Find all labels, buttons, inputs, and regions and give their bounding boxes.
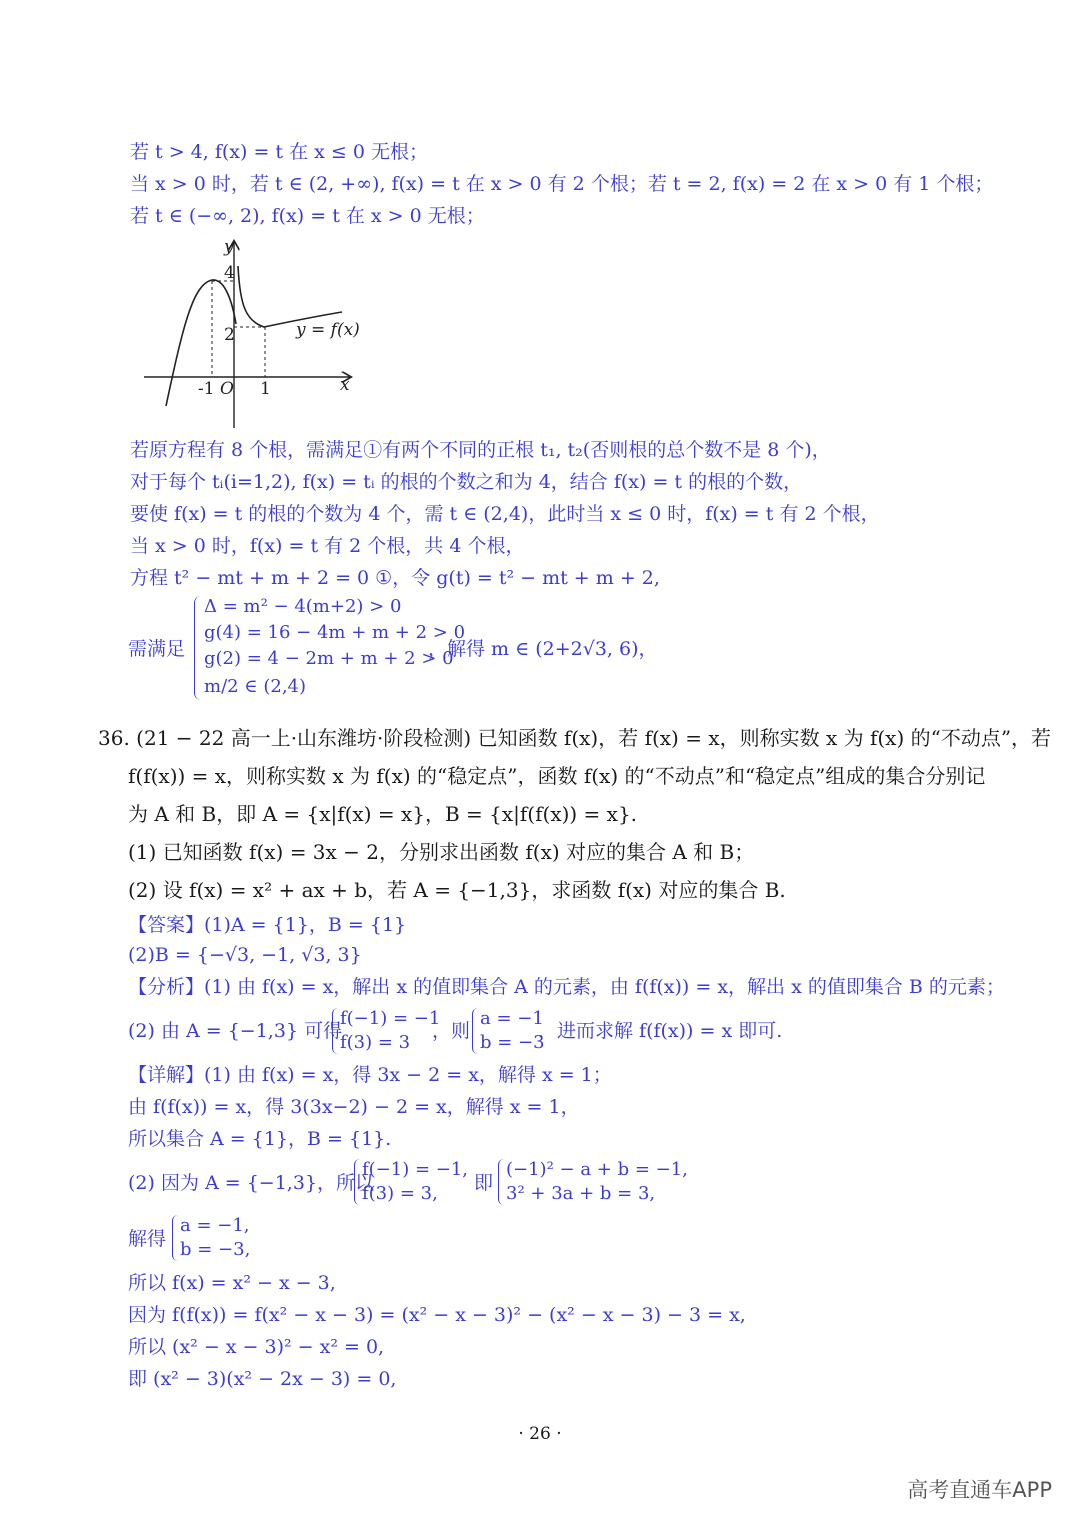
system-line: 3² + 3a + b = 3,: [506, 1183, 656, 1204]
brace: [354, 1159, 360, 1205]
analysis-suffix: ，进而求解 f(f(x)) = x 即可.: [538, 1020, 783, 1042]
detail-mid: 即: [474, 1172, 494, 1194]
x-axis-label: x: [340, 375, 350, 395]
problem-line: 为 A 和 B，即 A = {x|f(x) = x}，B = {x|f(f(x)) = x}.: [128, 802, 638, 826]
system-line: f(−1) = −1,: [362, 1159, 469, 1180]
detail-prefix: (2) 因为 A = {−1,3}，所以: [128, 1172, 375, 1194]
answer-line: (2)B = {−√3, −1, √3, 3}: [128, 944, 362, 966]
brace: [498, 1159, 504, 1205]
solution-line: 要使 f(x) = t 的根的个数为 4 个，需 t ∈ (2,4)，此时当 x ≤ 0 时，f(x) = t 有 2 个根，: [130, 503, 880, 525]
solution-line: 若 t > 4, f(x) = t 在 x ≤ 0 无根；: [130, 141, 428, 163]
condition-prefix: 需满足: [128, 638, 186, 660]
condition-line: g(2) = 4 − 2m + m + 2 > 0: [204, 648, 454, 669]
function-graph: [138, 236, 378, 434]
solution-line: 当 x > 0 时，f(x) = t 有 2 个根，共 4 个根，: [130, 535, 525, 557]
tick-label-y-4: 4: [224, 263, 235, 283]
detail-line: 所以集合 A = {1}，B = {1}.: [128, 1128, 392, 1150]
analysis-line: 【分析】(1) 由 f(x) = x，解出 x 的值即集合 A 的元素，由 f(f(x)) = x，解出 x 的值即集合 B 的元素；: [128, 976, 1005, 998]
page-number: · 26 ·: [518, 1424, 562, 1444]
detail-line: 所以 f(x) = x² − x − 3,: [128, 1272, 336, 1294]
system-line: b = −3,: [180, 1239, 251, 1260]
condition-line: g(4) = 16 − 4m + m + 2 > 0: [204, 622, 466, 643]
system-line: f(3) = 3,: [362, 1183, 438, 1204]
y-axis-label: y: [224, 237, 234, 257]
brace: [172, 1215, 178, 1261]
problem-line: (2) 设 f(x) = x² + ax + b，若 A = {−1,3}，求函数 f(x) 对应的集合 B.: [128, 878, 786, 902]
problem-line: 36. (21 − 22 高一上·山东潍坊·阶段检测) 已知函数 f(x)，若 f(x) = x，则称实数 x 为 f(x) 的“不动点”，若: [98, 726, 1052, 750]
problem-line: (1) 已知函数 f(x) = 3x − 2，分别求出函数 f(x) 对应的集合 A 和 B；: [128, 840, 755, 864]
condition-line: Δ = m² − 4(m+2) > 0: [204, 596, 402, 617]
detail-solve-prefix: 解得: [128, 1228, 167, 1250]
answer-line: 【答案】(1)A = {1}，B = {1}: [128, 914, 407, 936]
tick-label-y-2: 2: [224, 325, 235, 345]
detail-line: 所以 (x² − x − 3)² − x² = 0,: [128, 1336, 385, 1358]
solution-line: 对于每个 tᵢ(i=1,2), f(x) = tᵢ 的根的个数之和为 4，结合 f(x) = t 的根的个数，: [130, 471, 803, 493]
analysis-mid: ，则: [432, 1020, 471, 1042]
watermark: 高考直通车APP: [907, 1478, 1052, 1502]
curve-label: y = f(x): [296, 320, 360, 340]
origin-label: O: [220, 379, 234, 399]
system-line: (−1)² − a + b = −1,: [506, 1159, 688, 1180]
condition-result: ，解得 m ∈ (2+2√3, 6)，: [428, 638, 658, 660]
solution-line: 方程 t² − mt + m + 2 = 0 ①，令 g(t) = t² − mt + m + 2,: [130, 567, 660, 589]
curve-right-branch: [238, 266, 342, 327]
system-line: a = −1,: [180, 1215, 250, 1236]
analysis-prefix: (2) 由 A = {−1,3} 可得: [128, 1020, 343, 1042]
detail-line: 【详解】(1) 由 f(x) = x，得 3x − 2 = x，解得 x = 1；: [128, 1064, 612, 1086]
detail-line: 即 (x² − 3)(x² − 2x − 3) = 0,: [128, 1368, 397, 1390]
tick-label-x-1: 1: [260, 379, 271, 399]
detail-line: 由 f(f(x)) = x，得 3(3x−2) − 2 = x，解得 x = 1，: [128, 1096, 580, 1118]
brace: [472, 1008, 478, 1054]
system-line: b = −3: [480, 1032, 545, 1053]
condition-line: m/2 ∈ (2,4): [204, 676, 307, 697]
tick-label-x-neg1: -1: [198, 379, 215, 399]
problem-line: f(f(x)) = x，则称实数 x 为 f(x) 的“稳定点”，函数 f(x) 的“不动点”和“稳定点”组成的集合分别记: [128, 764, 986, 788]
solution-line: 若 t ∈ (−∞, 2), f(x) = t 在 x > 0 无根；: [130, 205, 485, 227]
system-line: a = −1: [480, 1008, 544, 1029]
system-line: f(3) = 3: [340, 1032, 411, 1053]
system-line: f(−1) = −1: [340, 1008, 441, 1029]
brace: [332, 1008, 338, 1054]
solution-line: 当 x > 0 时，若 t ∈ (2, +∞), f(x) = t 在 x > 0 有 2 个根；若 t = 2, f(x) = 2 在 x > 0 有 1 个根；: [130, 173, 994, 195]
solution-line: 若原方程有 8 个根，需满足①有两个不同的正根 t₁, t₂(否则根的总个数不是 8 个)，: [130, 439, 831, 461]
detail-line: 因为 f(f(x)) = f(x² − x − 3) = (x² − x − 3)² − (x² − x − 3) − 3 = x,: [128, 1304, 746, 1326]
brace: [194, 596, 201, 700]
